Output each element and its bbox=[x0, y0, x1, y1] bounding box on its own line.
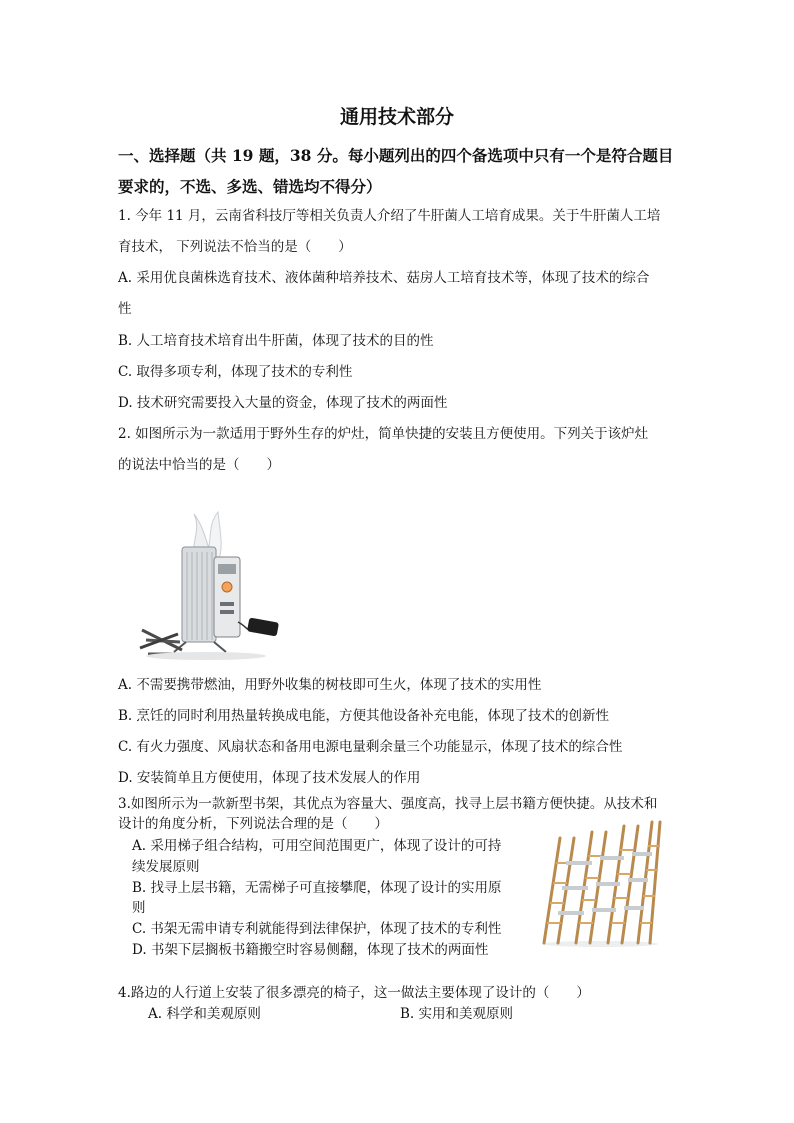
q3-option-a-line2: 续发展原则 bbox=[132, 859, 200, 875]
q1-stem-line2: 育技术， 下列说法不恰当的是（ ） bbox=[118, 239, 352, 255]
q3-option-b-line1: B. 找寻上层书籍，无需梯子可直接攀爬，体现了设计的实用原 bbox=[132, 880, 502, 896]
q3-stem-line2: 设计的角度分析，下列说法合理的是（ ） bbox=[118, 816, 388, 832]
q1-option-a-line1: A. 采用优良菌株选育技术、液体菌种培养技术、菇房人工培育技术等，体现了技术的综合 bbox=[118, 270, 650, 286]
q2-option-c: C. 有火力强度、风扇状态和备用电源电量剩余量三个功能显示，体现了技术的综合性 bbox=[118, 739, 623, 755]
q1-option-c: C. 取得多项专利，体现了技术的专利性 bbox=[118, 364, 353, 380]
ladder-bookshelf-figure bbox=[538, 818, 662, 948]
q3-option-c: C. 书架无需申请专利就能得到法律保护，体现了技术的专利性 bbox=[132, 921, 502, 937]
q2-stem-line1: 2. 如图所示为一款适用于野外生存的炉灶，简单快捷的安装且方便使用。下列关于该炉灶 bbox=[118, 426, 649, 442]
q3-option-d: D. 书架下层搁板书籍搬空时容易侧翻，体现了技术的两面性 bbox=[132, 942, 489, 958]
page-title: 通用技术部分 bbox=[339, 106, 454, 128]
q2-option-a: A. 不需要携带燃油，用野外收集的树枝即可生火，体现了技术的实用性 bbox=[118, 677, 542, 693]
q3-stem-line1: 3.如图所示为一款新型书架，其优点为容量大、强度高，找寻上层书籍方便快捷。从技术和 bbox=[118, 796, 658, 812]
q1-option-d: D. 技术研究需要投入大量的资金，体现了技术的两面性 bbox=[118, 395, 448, 411]
q2-option-d: D. 安装简单且方便使用，体现了技术发展人的作用 bbox=[118, 770, 421, 786]
q2-option-b: B. 烹饪的同时利用热量转换成电能，方便其他设备补充电能，体现了技术的创新性 bbox=[118, 708, 610, 724]
q1-option-b: B. 人工培育技术培育出牛肝菌，体现了技术的目的性 bbox=[118, 333, 434, 349]
section-heading-line2: 要求的，不选、多选、错选均不得分） bbox=[118, 177, 382, 196]
q2-stem-line2: 的说法中恰当的是（ ） bbox=[118, 457, 280, 473]
q1-option-a-line2: 性 bbox=[118, 301, 132, 317]
camping-stove-figure bbox=[134, 502, 284, 662]
q4-option-a: A. 科学和美观原则 bbox=[148, 1006, 261, 1022]
q3-option-b-line2: 则 bbox=[132, 900, 146, 916]
q3-option-a-line1: A. 采用梯子组合结构，可用空间范围更广，体现了设计的可持 bbox=[132, 838, 502, 854]
section-heading-line1: 一、选择题（共 19 题，38 分。每小题列出的四个备选项中只有一个是符合题目 bbox=[118, 146, 674, 165]
q1-stem-line1: 1. 今年 11 月，云南省科技厅等相关负责人介绍了牛肝菌人工培育成果。关于牛肝菌人工培 bbox=[118, 208, 661, 224]
q4-option-b: B. 实用和美观原则 bbox=[400, 1006, 514, 1022]
q4-stem: 4.路边的人行道上安装了很多漂亮的椅子，这一做法主要体现了设计的（ ） bbox=[118, 985, 590, 1001]
